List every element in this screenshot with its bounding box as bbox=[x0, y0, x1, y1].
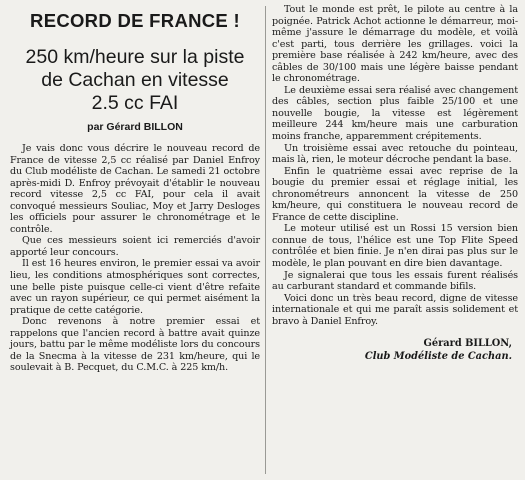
paragraph: Il est 16 heures environ, le premier essai va avoir lieu, les conditions atmosphériques sont correctes, une belle piste puisque celle-ci vient d'être refaite avec un rayon supérieur, ce qui permet aisément la pratique de cette catégorie. bbox=[10, 258, 260, 316]
article-headline bbox=[10, 46, 260, 115]
signature-club: Club Modéliste de Cachan. bbox=[364, 351, 512, 363]
paragraph: Un troisième essai avec retouche du pointeau, mais là, rien, le moteur décroche pendant la base. bbox=[272, 142, 518, 166]
paragraph: Que ces messieurs soient ici remerciés d'avoir apporté leur concours. bbox=[10, 235, 260, 258]
paragraph: Je signalerai que tous les essais furent réalisés au carburant standard et commande bifils. bbox=[272, 269, 518, 293]
paragraph: Je vais donc vous décrire le nouveau record de France de vitesse 2,5 cc réalisé par Daniel Enfroy du Club modéliste de Cachan. Le samedi 21 octobre après-midi D. Enfroy prévoyait d'établir le nouveau record vitesse 2,5 cc FAI, pour cela il avait convoqué messieurs Souliac, Moy et Jarry Desloges les officiels pour assurer le chronométrage et le contrôle. bbox=[10, 143, 260, 235]
right-column bbox=[272, 4, 518, 363]
paragraph: Le deuxième essai sera réalisé avec changement des câbles, section plus faible 25/100 et une nouvelle bougie, la vitesse est légèrement meilleure 244 km/heure mais une carburation moins franche, apparemment crépitements. bbox=[272, 84, 518, 143]
headline-line-2: de Cachan en vitesse bbox=[41, 69, 229, 91]
right-body-text bbox=[272, 4, 518, 327]
article-byline: par Gérard BILLON bbox=[87, 121, 183, 133]
headline-line-1: 250 km/heure sur la piste bbox=[25, 46, 245, 68]
paragraph: Tout le monde est prêt, le pilote au centre à la poignée. Patrick Achot actionne le démarreur, moi-même j'assure le démarrage du modèle, et voilà c'est parti, tous derrière les grillages. voici la première base réalisée à 242 km/heure, avec des câbles de 30/100 mais une légère baisse pendant le chronométrage. bbox=[272, 4, 518, 85]
article-banner: RECORD DE FRANCE ! bbox=[30, 10, 240, 31]
headline-line-3: 2.5 cc FAI bbox=[91, 92, 179, 114]
signature-name: Gérard BILLON, bbox=[423, 338, 512, 350]
author-signature bbox=[272, 337, 518, 363]
left-body-text bbox=[10, 143, 260, 374]
paragraph: Donc revenons à notre premier essai et rappelons que l'ancien record à battre avait quinze jours, battu par le même modéliste lors du concours de la Snecma à la vitesse de 231 km/heure, qui le soulevait à B. Pecquet, du C.M.C. à 225 km/h. bbox=[10, 316, 260, 374]
paragraph: Le moteur utilisé est un Rossi 15 version bien connue de tous, l'hélice est une Top Flite Speed contrôlée et bien finie. Je n'en dirai pas plus sur le modèle, le plan pouvant en dire bien davantage. bbox=[272, 223, 518, 270]
paragraph: Voici donc un très beau record, digne de vitesse internationale et qui me paraît assis solidement et bravo à Daniel Enfroy. bbox=[272, 292, 518, 327]
left-column bbox=[10, 4, 260, 374]
paragraph: Enfin le quatrième essai avec reprise de la bougie du premier essai et réglage initial, les chronométreurs annoncent la vitesse de 250 km/heure, qui constituera le nouveau record de France de cette discipline. bbox=[272, 165, 518, 223]
column-divider bbox=[265, 6, 266, 474]
